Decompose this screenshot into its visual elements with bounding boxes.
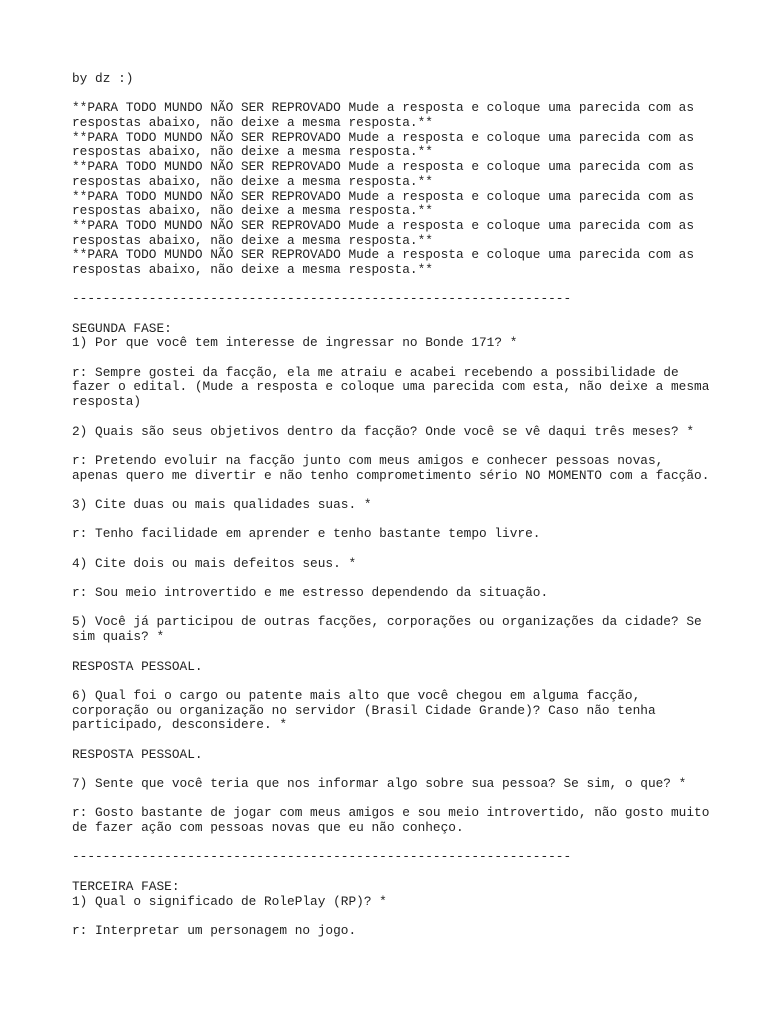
text-line: fazer o edital. (Mude a resposta e coloque uma parecida com esta, não deixe a mesma xyxy=(72,379,710,395)
text-line: corporação ou organização no servidor (Brasil Cidade Grande)? Caso não tenha xyxy=(72,702,656,718)
question-line: 1) Qual o significado de RolePlay (RP)? * xyxy=(72,893,387,909)
question-line: 4) Cite dois ou mais defeitos seus. * xyxy=(72,555,357,571)
blank-line xyxy=(72,439,722,454)
blank-line xyxy=(72,762,722,777)
question-line: 6) Qual foi o cargo ou patente mais alto que você chegou em alguma facção, xyxy=(72,687,641,703)
answer-line: r: Sempre gostei da facção, ela me atraiu e acabei recebendo a possibilidade de xyxy=(72,364,679,380)
blank-line xyxy=(72,601,722,616)
answer-line: r: Sou meio introvertido e me estresso dependendo da situação. xyxy=(72,585,549,601)
answer-line: r: Tenho facilidade em aprender e tenho bastante tempo livre. xyxy=(72,526,541,542)
section-heading: TERCEIRA FASE: xyxy=(72,878,180,894)
blank-line xyxy=(72,307,722,322)
notice-line: respostas abaixo, não deixe a mesma resposta.** xyxy=(72,203,433,219)
section-divider: ----------------------------------------------------------------- xyxy=(72,849,572,865)
text-line: participado, desconsidere. * xyxy=(72,717,288,733)
notice-line: respostas abaixo, não deixe a mesma resposta.** xyxy=(72,173,433,189)
blank-line xyxy=(72,674,722,689)
document-page xyxy=(72,72,722,939)
text-line: resposta) xyxy=(72,394,142,410)
blank-line xyxy=(72,351,722,366)
blank-line xyxy=(72,571,722,586)
blank-line xyxy=(72,483,722,498)
text-line: de fazer ação com pessoas novas que eu não conheço. xyxy=(72,820,464,836)
answer-line: r: Interpretar um personagem no jogo. xyxy=(72,922,357,938)
notice-line: respostas abaixo, não deixe a mesma resposta.** xyxy=(72,261,433,277)
blank-line xyxy=(72,645,722,660)
blank-line xyxy=(72,542,722,557)
text-line: apenas quero me divertir e não tenho comprometimento sério NO MOMENTO com a facção. xyxy=(72,467,710,483)
notice-line: **PARA TODO MUNDO NÃO SER REPROVADO Mude a resposta e coloque uma parecida com as xyxy=(72,159,695,175)
blank-line xyxy=(72,410,722,425)
blank-line xyxy=(72,836,722,851)
section-divider: ----------------------------------------------------------------- xyxy=(72,291,572,307)
blank-line xyxy=(72,909,722,924)
notice-line: respostas abaixo, não deixe a mesma resposta.** xyxy=(72,232,433,248)
notice-line: respostas abaixo, não deixe a mesma resposta.** xyxy=(72,144,433,160)
author-line: by dz :) xyxy=(72,71,134,86)
answer-line: RESPOSTA PESSOAL. xyxy=(72,658,203,674)
blank-line xyxy=(72,87,722,102)
question-line: 3) Cite duas ou mais qualidades suas. * xyxy=(72,496,372,512)
question-line: 2) Quais são seus objetivos dentro da facção? Onde você se vê daqui três meses? * xyxy=(72,423,695,439)
question-line: 5) Você já participou de outras facções, corporações ou organizações da cidade? Se xyxy=(72,614,702,630)
notice-line: **PARA TODO MUNDO NÃO SER REPROVADO Mude a resposta e coloque uma parecida com as xyxy=(72,247,695,263)
text-line: sim quais? * xyxy=(72,629,165,645)
notice-line: **PARA TODO MUNDO NÃO SER REPROVADO Mude a resposta e coloque uma parecida com as xyxy=(72,217,695,233)
blank-line xyxy=(72,733,722,748)
notice-line: **PARA TODO MUNDO NÃO SER REPROVADO Mude a resposta e coloque uma parecida com as xyxy=(72,100,695,116)
notice-line: **PARA TODO MUNDO NÃO SER REPROVADO Mude a resposta e coloque uma parecida com as xyxy=(72,129,695,145)
notice-line: **PARA TODO MUNDO NÃO SER REPROVADO Mude a resposta e coloque uma parecida com as xyxy=(72,188,695,204)
notice-line: respostas abaixo, não deixe a mesma resposta.** xyxy=(72,115,433,131)
blank-line xyxy=(72,792,722,807)
answer-line: r: Pretendo evoluir na facção junto com meus amigos e conhecer pessoas novas, xyxy=(72,452,664,468)
question-line: 1) Por que você tem interesse de ingressar no Bonde 171? * xyxy=(72,335,518,351)
blank-line xyxy=(72,278,722,293)
answer-line: r: Gosto bastante de jogar com meus amigos e sou meio introvertido, não gosto muito xyxy=(72,805,710,821)
blank-line xyxy=(72,865,722,880)
blank-line xyxy=(72,513,722,528)
section-heading: SEGUNDA FASE: xyxy=(72,320,172,336)
answer-line: RESPOSTA PESSOAL. xyxy=(72,746,203,762)
question-line: 7) Sente que você teria que nos informar algo sobre sua pessoa? Se sim, o que? * xyxy=(72,776,687,791)
